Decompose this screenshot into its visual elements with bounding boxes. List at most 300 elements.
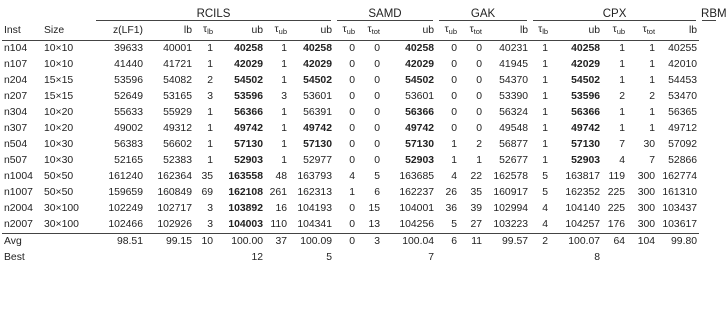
group-header-cpx: CPX: [530, 6, 699, 22]
summary-cell: 11: [471, 236, 483, 247]
column-header-subscript: tot: [646, 27, 656, 36]
table-cell: 0: [451, 75, 458, 86]
table-cell: 3: [207, 91, 213, 102]
column-header-label: τ: [612, 24, 617, 35]
column-header-label: ub: [422, 25, 435, 36]
table-cell: 56365: [668, 107, 698, 118]
table-cell: 57130: [303, 139, 332, 150]
table-row: [2, 73, 719, 89]
table-cell: 104001: [399, 203, 435, 214]
table-cell: 1: [542, 139, 549, 150]
summary-cell: [265, 250, 289, 266]
table-cell: 102249: [108, 203, 143, 214]
summary-cell: 6: [451, 236, 458, 247]
table-cell: n204: [4, 75, 28, 86]
table-cell: 3: [281, 91, 287, 102]
table-cell: 41440: [114, 59, 143, 70]
column-header-subscript: tot: [473, 27, 483, 36]
table-cell: 10×20: [44, 123, 74, 134]
table-cell: 0: [349, 43, 355, 54]
table-cell: 2: [476, 139, 483, 150]
summary-cell: [436, 250, 459, 266]
table-cell: 1: [451, 139, 458, 150]
table-cell: 57130: [571, 139, 601, 150]
table-cell: 26: [445, 187, 458, 198]
table-cell: 0: [374, 123, 380, 134]
table-cell: 300: [637, 187, 656, 198]
column-header: [93, 22, 145, 41]
summary-cell: 98.51: [116, 236, 143, 247]
summary-cell: 12: [251, 252, 263, 263]
table-cell: n1004: [4, 171, 33, 182]
table-cell: 0: [374, 107, 380, 118]
table-cell: 15: [368, 203, 380, 214]
table-cell: 261: [269, 187, 287, 198]
group-header-blank: [2, 6, 93, 22]
table-cell: 119: [608, 171, 626, 182]
summary-cell: 100.04: [402, 236, 435, 247]
table-cell: 0: [451, 107, 458, 118]
table-cell: 300: [627, 217, 657, 234]
table-cell: 1: [619, 123, 626, 134]
table-cell: 54082: [163, 75, 192, 86]
table-cell: 49742: [405, 123, 435, 134]
column-header-label: τ: [469, 24, 474, 35]
column-header-subscript: ub: [346, 27, 355, 36]
table-cell: 15×15: [44, 75, 74, 86]
table-cell: 42029: [234, 59, 263, 70]
summary-cell: 100.00: [231, 236, 263, 247]
summary-cell: 99.15: [165, 236, 192, 247]
column-header: [194, 22, 215, 41]
summary-cell: [627, 250, 657, 266]
table-cell: 104140: [565, 203, 601, 214]
table-cell: 1: [207, 155, 213, 166]
table-cell: 49742: [571, 123, 601, 134]
table-cell: 7: [649, 155, 656, 166]
table-cell: 53601: [405, 91, 435, 102]
table-cell: 52165: [114, 155, 143, 166]
table-cell: 0: [451, 43, 458, 54]
table-cell: 1: [207, 43, 213, 54]
table-cell: 39: [470, 203, 483, 214]
table-cell: 52903: [234, 155, 263, 166]
table-cell: 104341: [289, 217, 334, 234]
table-cell: 0: [374, 59, 380, 70]
column-header-label: τ: [444, 24, 449, 35]
table-cell: 56391: [303, 107, 332, 118]
table-cell: 0: [349, 59, 355, 70]
table-cell: n2007: [2, 217, 42, 234]
table-cell: 4: [542, 203, 549, 214]
summary-cell: 3: [374, 236, 380, 247]
table-cell: 4: [451, 171, 458, 182]
table-row: [2, 57, 719, 73]
table-cell: 42029: [303, 59, 332, 70]
table-cell: 52649: [114, 91, 143, 102]
column-header: [265, 22, 289, 41]
table-cell: 54502: [571, 75, 601, 86]
table-cell: 5: [542, 171, 549, 182]
table-cell: 57130: [405, 139, 435, 150]
table-cell: 1: [649, 75, 656, 86]
table-cell: 1: [542, 107, 549, 118]
column-header-label: ub: [588, 25, 601, 36]
table-cell: 6: [374, 187, 380, 198]
table-cell: 1: [281, 123, 287, 134]
column-header: [550, 22, 602, 41]
table-cell: 1: [542, 43, 549, 54]
table-row: [2, 121, 719, 137]
table-cell: 53390: [499, 91, 529, 102]
column-header-label: τ: [538, 24, 543, 35]
group-header-rcils: RCILS: [93, 6, 334, 22]
summary-cell: 2: [542, 236, 549, 247]
table-cell: n207: [4, 91, 28, 102]
summary-cell: [42, 250, 93, 266]
table-cell: 55929: [163, 107, 192, 118]
column-header-label: τ: [203, 24, 208, 35]
table-cell: 162313: [297, 187, 332, 198]
column-header: [382, 22, 436, 41]
column-header-label: Size: [44, 25, 65, 36]
column-header: [602, 22, 627, 41]
table-cell: 52903: [405, 155, 435, 166]
table-cell: 7: [619, 139, 626, 150]
table-cell: 161310: [662, 187, 698, 198]
summary-cell: [93, 250, 145, 266]
column-header: [459, 22, 484, 41]
table-cell: 41945: [499, 59, 529, 70]
table-cell: 36: [445, 203, 458, 214]
table-cell: 53596: [114, 75, 143, 86]
table-cell: 0: [476, 43, 483, 54]
table-row: [2, 217, 719, 234]
table-cell: 54502: [234, 75, 263, 86]
summary-cell: 99.57: [502, 236, 529, 247]
table-cell: 1: [619, 43, 626, 54]
table-cell: 1: [281, 43, 287, 54]
table-cell: 102717: [157, 203, 192, 214]
table-cell: 0: [476, 75, 483, 86]
table-cell: 1: [281, 59, 287, 70]
table-cell: 49742: [303, 123, 332, 134]
summary-row-avg: [2, 234, 719, 251]
table-cell: 40258: [303, 43, 332, 54]
table-cell: 56877: [499, 139, 529, 150]
summary-cell: 0: [349, 236, 355, 247]
column-header: [334, 22, 357, 41]
table-cell: 52677: [499, 155, 529, 166]
table-cell: 102994: [493, 203, 529, 214]
table-cell: 0: [374, 139, 380, 150]
column-header: [657, 22, 699, 41]
table-cell: 5: [542, 187, 549, 198]
table-row: [2, 169, 719, 185]
table-cell: 163817: [565, 171, 601, 182]
column-header-subscript: tot: [371, 27, 380, 36]
column-header: [627, 22, 657, 41]
table-cell: 102926: [145, 217, 194, 234]
column-header-label: τ: [274, 24, 279, 35]
column-header-label: ub: [251, 25, 263, 36]
table-cell: 0: [374, 91, 380, 102]
table-cell: 48: [275, 171, 287, 182]
table-cell: 4: [619, 155, 626, 166]
table-cell: 0: [476, 59, 483, 70]
table-cell: 1: [281, 107, 287, 118]
table-cell: 163793: [297, 171, 332, 182]
table-cell: 1: [542, 123, 549, 134]
table-cell: 53596: [571, 91, 601, 102]
table-cell: 54502: [303, 75, 332, 86]
table-cell: 42029: [405, 59, 435, 70]
table-cell: n304: [4, 107, 28, 118]
column-header: [289, 22, 334, 41]
column-header: [145, 22, 194, 41]
table-cell: 0: [451, 123, 458, 134]
table-cell: 42010: [668, 59, 698, 70]
table-cell: 163685: [399, 171, 435, 182]
table-cell: 176: [602, 217, 627, 234]
summary-cell: [334, 250, 357, 266]
table-cell: 1: [476, 155, 483, 166]
column-header: [530, 22, 550, 41]
column-header: [215, 22, 265, 41]
table-cell: 0: [349, 75, 355, 86]
table-cell: 52383: [163, 155, 192, 166]
table-cell: 40258: [234, 43, 263, 54]
table-cell: 162578: [493, 171, 529, 182]
table-cell: 30×100: [44, 203, 79, 214]
table-cell: 160849: [157, 187, 192, 198]
table-cell: 0: [374, 43, 380, 54]
table-cell: 300: [637, 203, 656, 214]
table-cell: 4: [530, 217, 550, 234]
table-cell: 0: [451, 59, 458, 70]
table-cell: 13: [357, 217, 382, 234]
table-cell: 1: [281, 139, 287, 150]
table-cell: 53470: [668, 91, 698, 102]
table-cell: 0: [349, 139, 355, 150]
table-cell: 1: [542, 155, 549, 166]
table-cell: 10×10: [44, 43, 74, 54]
table-cell: 110: [265, 217, 289, 234]
table-cell: 0: [349, 155, 355, 166]
column-header-label: ub: [320, 25, 332, 36]
summary-cell: 100.07: [568, 236, 601, 247]
summary-cell: [530, 250, 550, 266]
table-cell: 39633: [114, 43, 143, 54]
table-cell: 0: [476, 123, 483, 134]
table-cell: n2004: [4, 203, 33, 214]
column-header-label: Inst: [4, 25, 21, 36]
summary-cell: 7: [428, 252, 435, 263]
table-cell: 2: [619, 91, 626, 102]
table-cell: 103892: [228, 203, 263, 214]
summary-cell: [145, 250, 194, 266]
group-header-row: [2, 6, 719, 22]
table-cell: 54502: [405, 75, 435, 86]
summary-row-best: [2, 250, 719, 266]
table-cell: 163558: [228, 171, 263, 182]
column-header-label: τ: [342, 24, 347, 35]
table-row: [2, 41, 719, 58]
table-cell: 103437: [662, 203, 698, 214]
summary-cell: 100.09: [300, 236, 332, 247]
table-cell: 160917: [493, 187, 529, 198]
table-cell: 41721: [163, 59, 192, 70]
table-cell: 1: [649, 59, 656, 70]
table-cell: 40255: [668, 43, 698, 54]
column-header-label: τ: [367, 24, 372, 35]
table-cell: 42029: [571, 59, 601, 70]
summary-cell: Avg: [4, 236, 22, 247]
summary-cell: [602, 250, 627, 266]
table-cell: 1: [619, 59, 626, 70]
table-cell: 53601: [303, 91, 332, 102]
table-cell: 103617: [657, 217, 699, 234]
table-cell: 1: [207, 123, 213, 134]
table-cell: 161240: [108, 171, 143, 182]
table-cell: 27: [459, 217, 484, 234]
table-cell: 104256: [382, 217, 436, 234]
table-cell: 56366: [234, 107, 263, 118]
table-cell: 0: [349, 91, 355, 102]
group-header-rbm: RBM: [701, 8, 727, 20]
table-cell: 1: [281, 75, 287, 86]
table-cell: 57092: [668, 139, 698, 150]
table-cell: n104: [4, 43, 28, 54]
summary-cell: 99.80: [671, 236, 698, 247]
column-header-subscript: lb: [542, 27, 549, 36]
table-cell: 52977: [303, 155, 332, 166]
column-header-subscript: lb: [207, 27, 213, 36]
table-cell: 1: [542, 75, 549, 86]
table-cell: 4: [349, 171, 355, 182]
table-cell: 1: [281, 155, 287, 166]
table-cell: 0: [349, 123, 355, 134]
table-cell: n507: [4, 155, 28, 166]
summary-cell: [194, 250, 215, 266]
table-cell: 0: [476, 107, 483, 118]
table-row: [2, 105, 719, 121]
table-cell: 49312: [163, 123, 192, 134]
table-cell: 40258: [571, 43, 601, 54]
column-header: [357, 22, 382, 41]
column-header: [2, 22, 42, 41]
table-cell: 53596: [234, 91, 263, 102]
table-cell: 1: [207, 107, 213, 118]
table-cell: 159659: [108, 187, 143, 198]
table-cell: 22: [470, 171, 483, 182]
table-cell: 40258: [405, 43, 435, 54]
table-cell: 1: [649, 43, 656, 54]
column-header-label: lb: [688, 25, 698, 36]
table-cell: 3: [194, 217, 215, 234]
table-cell: 1: [619, 75, 626, 86]
column-header: [436, 22, 459, 41]
table-cell: 55633: [114, 107, 143, 118]
table-cell: 49548: [499, 123, 529, 134]
table-cell: 1: [207, 139, 213, 150]
table-cell: 225: [607, 203, 626, 214]
table-cell: 40231: [499, 43, 529, 54]
column-header: [42, 22, 93, 41]
table-cell: 10×20: [44, 107, 74, 118]
table-row: [2, 137, 719, 153]
table-cell: 10×30: [44, 155, 74, 166]
table-cell: 2: [649, 91, 656, 102]
table-cell: 1: [649, 107, 656, 118]
table-cell: 53165: [163, 91, 192, 102]
table-cell: 0: [349, 203, 355, 214]
table-cell: 50×50: [44, 187, 74, 198]
table-cell: 162364: [157, 171, 192, 182]
column-header-subscript: ub: [448, 27, 458, 36]
table-cell: 0: [374, 155, 380, 166]
table-cell: 10×30: [44, 139, 74, 150]
table-cell: 225: [607, 187, 626, 198]
table-cell: 162108: [228, 187, 263, 198]
table-cell: 0: [349, 107, 355, 118]
table-cell: n1007: [4, 187, 33, 198]
table-cell: 54453: [668, 75, 698, 86]
summary-cell: 10: [201, 236, 213, 247]
table-cell: 0: [451, 91, 458, 102]
table-cell: 0: [334, 217, 357, 234]
table-cell: 162774: [662, 171, 698, 182]
table-cell: 5: [436, 217, 459, 234]
table-cell: 0: [476, 91, 483, 102]
table-cell: 35: [470, 187, 483, 198]
summary-cell: [459, 250, 484, 266]
summary-cell: [42, 234, 93, 251]
table-cell: 1: [451, 155, 458, 166]
table-cell: 1: [619, 107, 626, 118]
table-cell: 1: [542, 91, 549, 102]
table-cell: 300: [637, 171, 656, 182]
table-cell: 102466: [93, 217, 145, 234]
column-header-row: [2, 22, 719, 41]
table-cell: 50×50: [44, 171, 74, 182]
table-cell: 1: [649, 123, 656, 134]
table-cell: 52866: [668, 155, 698, 166]
table-cell: 15×15: [44, 91, 74, 102]
summary-cell: 64: [613, 236, 626, 247]
column-header: [484, 22, 530, 41]
column-header-label: z(LF1): [112, 25, 143, 36]
summary-cell: Best: [4, 252, 25, 263]
table-cell: 10×10: [44, 59, 74, 70]
table-cell: 56324: [499, 107, 529, 118]
table-cell: 30: [643, 139, 656, 150]
table-cell: 1: [542, 59, 549, 70]
table-cell: 3: [207, 203, 213, 214]
table-cell: 1: [207, 59, 213, 70]
table-cell: 56366: [571, 107, 601, 118]
table-cell: 56366: [405, 107, 435, 118]
table-cell: n307: [4, 123, 28, 134]
table-cell: n107: [4, 59, 28, 70]
summary-cell: 8: [594, 252, 601, 263]
table-cell: 57130: [234, 139, 263, 150]
table-cell: 103223: [484, 217, 530, 234]
summary-cell: [484, 250, 530, 266]
summary-cell: 5: [326, 252, 332, 263]
column-header-label: lb: [519, 25, 529, 36]
table-cell: 2: [207, 75, 213, 86]
